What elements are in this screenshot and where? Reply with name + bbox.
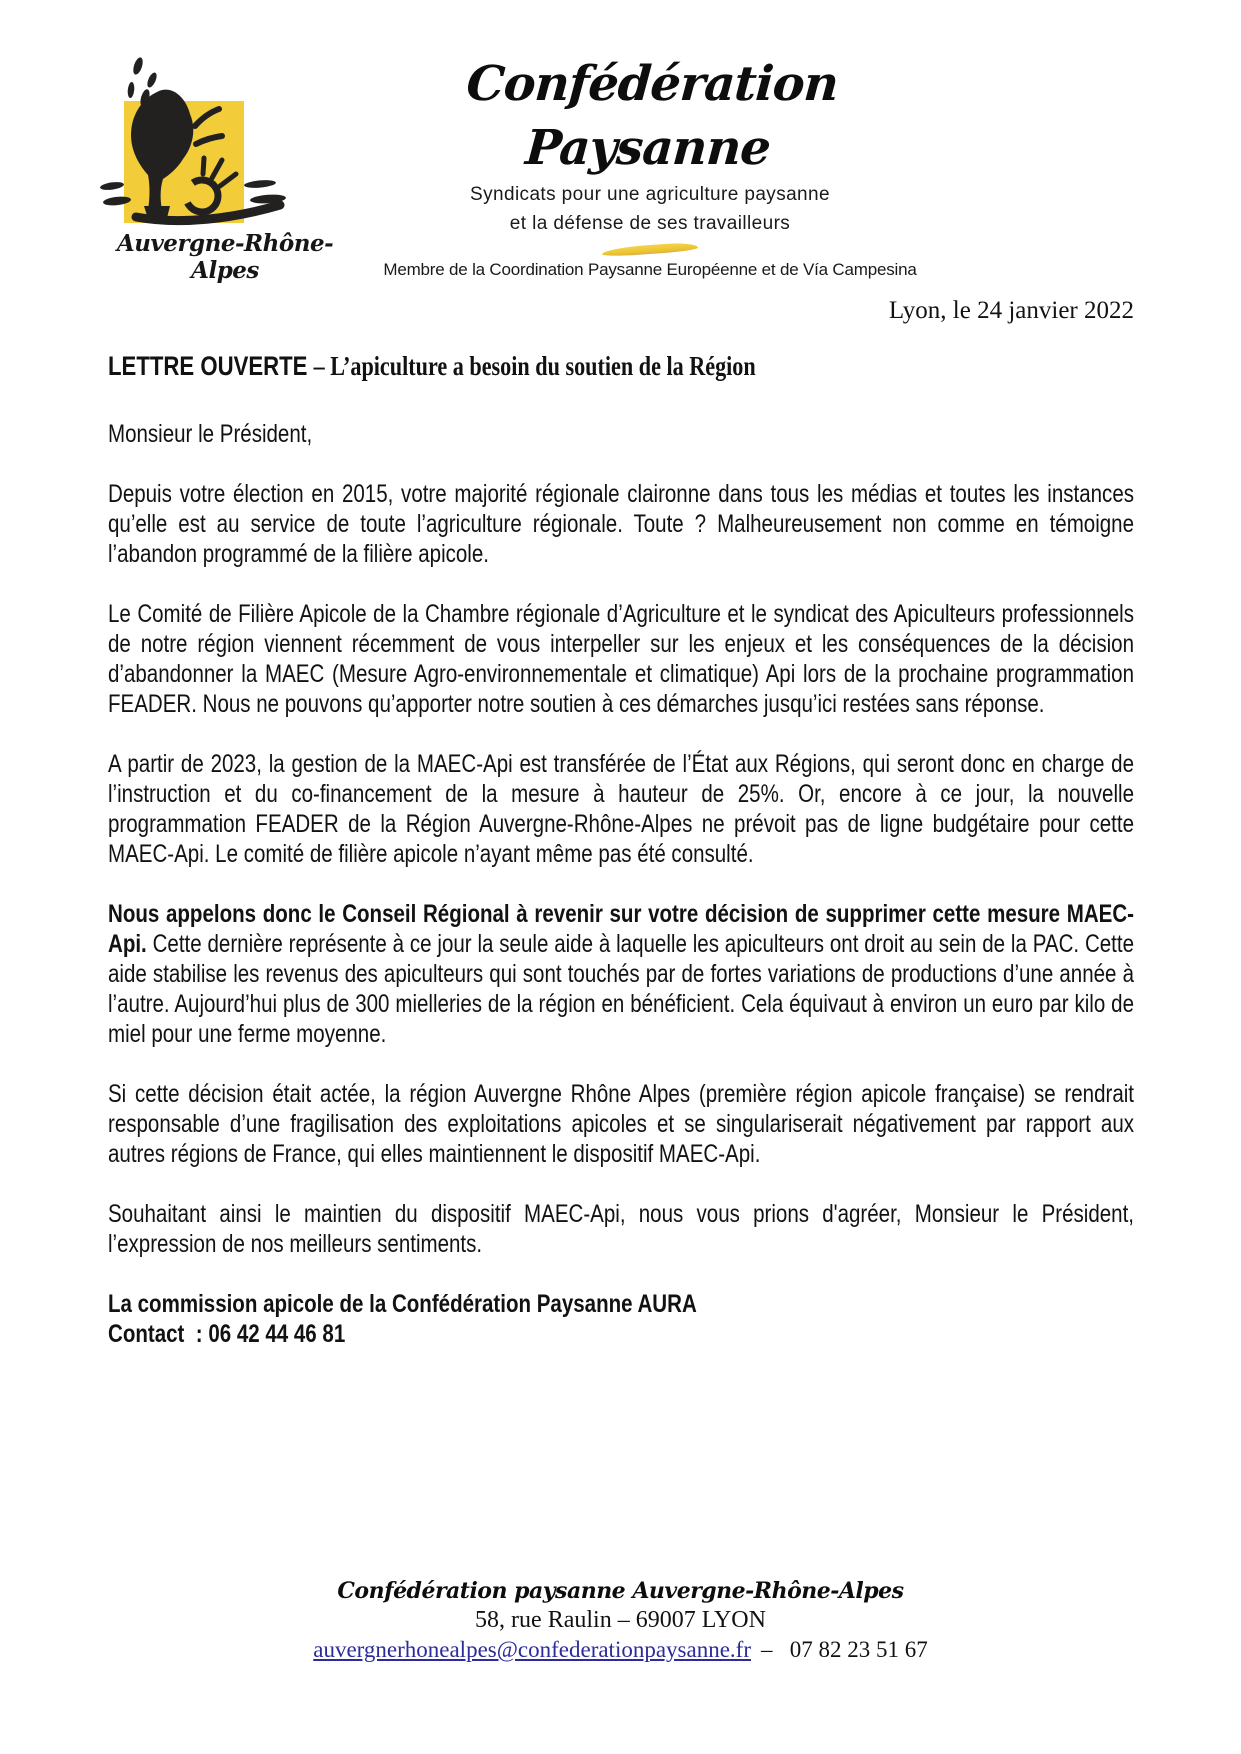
title-main: – L’apiculture a besoin du soutien de la Région <box>313 351 756 381</box>
signature-block <box>108 1289 1134 1349</box>
footer-org-script: Confédération paysanne Auvergne-Rhône-Alpes <box>337 1578 904 1604</box>
paragraph <box>108 479 1134 569</box>
paragraph <box>108 1199 1134 1259</box>
org-tagline-line1: Syndicats pour une agriculture paysanne <box>470 184 830 205</box>
page-title <box>108 348 1134 389</box>
paragraph-text: Si cette décision était actée, la région Auvergne Rhône Alpes (première région apicole française) se rendrait responsable d’une fragilisation des exploitations apicoles et se singulariserait négativement par rapport aux autres régions de France, qui elles maintiennent le dispositif MAEC-Api. <box>108 1080 1134 1168</box>
org-membership-line: Membre de la Coordination Paysanne Européenne et de Vía Campesina <box>383 260 917 279</box>
header-org-block <box>340 52 960 282</box>
org-name: Confédération Paysanne <box>464 56 840 176</box>
org-tagline-line2: et la défense de ses travailleurs <box>509 213 791 234</box>
paragraph-text: Depuis votre élection en 2015, votre majorité régionale claironne dans tous les médias et toutes les instances qu’elle est au service de toute l’agriculture régionale. Toute ? Malheureusement non comme en témoigne l’abandon programmé de la filière apicole. <box>108 480 1134 568</box>
paragraph <box>108 1079 1134 1169</box>
header-logo <box>100 56 350 284</box>
paragraph <box>108 599 1134 719</box>
letter-body <box>108 419 1134 1349</box>
paragraph-text: A partir de 2023, la gestion de la MAEC-Api est transférée de l’État aux Régions, qui seront donc en charge de l’instruction et du co-financement de la mesure à hauteur de 25%. Or, encore à ce jour, la nouvelle programmation FEADER de la Région Auvergne-Rhône-Alpes ne prévoit pas de ligne budgétaire pour cette MAEC-Api. Le comité de filière apicole n’ayant même pas été consulté. <box>108 750 1134 868</box>
signature-line2: Contact : 06 42 44 46 81 <box>108 1320 346 1348</box>
salutation: Monsieur le Président, <box>108 420 313 448</box>
footer-contact-line <box>0 1635 1241 1664</box>
paragraph <box>108 899 1134 1049</box>
title-prefix: LETTRE OUVERTE <box>108 351 314 381</box>
logo-region-label: Auvergne-Rhône-Alpes <box>116 230 334 284</box>
paragraph-text: Cette dernière représente à ce jour la seule aide à laquelle les apiculteurs ont droit au sein de la PAC. Cette aide stabilise les revenus des apiculteurs qui sont touchés par de fortes variations de productions d’une année à l’autre. Aujourd’hui plus de 300 mielleries de la région en bénéficient. Cela équivaut à environ un euro par kilo de miel pour une ferme moyenne. <box>108 930 1134 1048</box>
footer-address: 58, rue Raulin – 69007 LYON <box>475 1607 766 1633</box>
paragraphs <box>108 479 1134 1259</box>
confederation-paysanne-logo-icon <box>100 56 350 228</box>
footer-phone: – 07 82 23 51 67 <box>761 1637 928 1662</box>
footer-email-link[interactable]: auvergnerhonealpes@confederationpaysanne.fr <box>313 1637 751 1662</box>
signature-line1: La commission apicole de la Confédération Paysanne AURA <box>108 1290 697 1318</box>
paragraph <box>108 749 1134 869</box>
yellow-swoosh-icon <box>602 242 698 258</box>
paragraph-bold-lead: Nous appelons donc le Conseil Régional à revenir sur votre décision de supprimer cette mesure MAEC-Api. <box>108 900 1134 958</box>
footer <box>0 1576 1241 1664</box>
date-line: Lyon, le 24 janvier 2022 <box>888 297 1134 324</box>
paragraph-text: Le Comité de Filière Apicole de la Chambre régionale d’Agriculture et le syndicat des Apiculteurs professionnels de notre région viennent récemment de vous interpeller sur les enjeux et les conséquences de la décision d’abandonner la MAEC (Mesure Agro-environnementale et climatique) Api lors de la prochaine programmation FEADER. Nous ne pouvons qu’apporter notre soutien à ces démarches jusqu’ici restées sans réponse. <box>108 600 1134 718</box>
paragraph-text: Souhaitant ainsi le maintien du dispositif MAEC-Api, nous vous prions d'agréer, Monsieur le Président, l’expression de nos meilleurs sentiments. <box>108 1200 1134 1258</box>
